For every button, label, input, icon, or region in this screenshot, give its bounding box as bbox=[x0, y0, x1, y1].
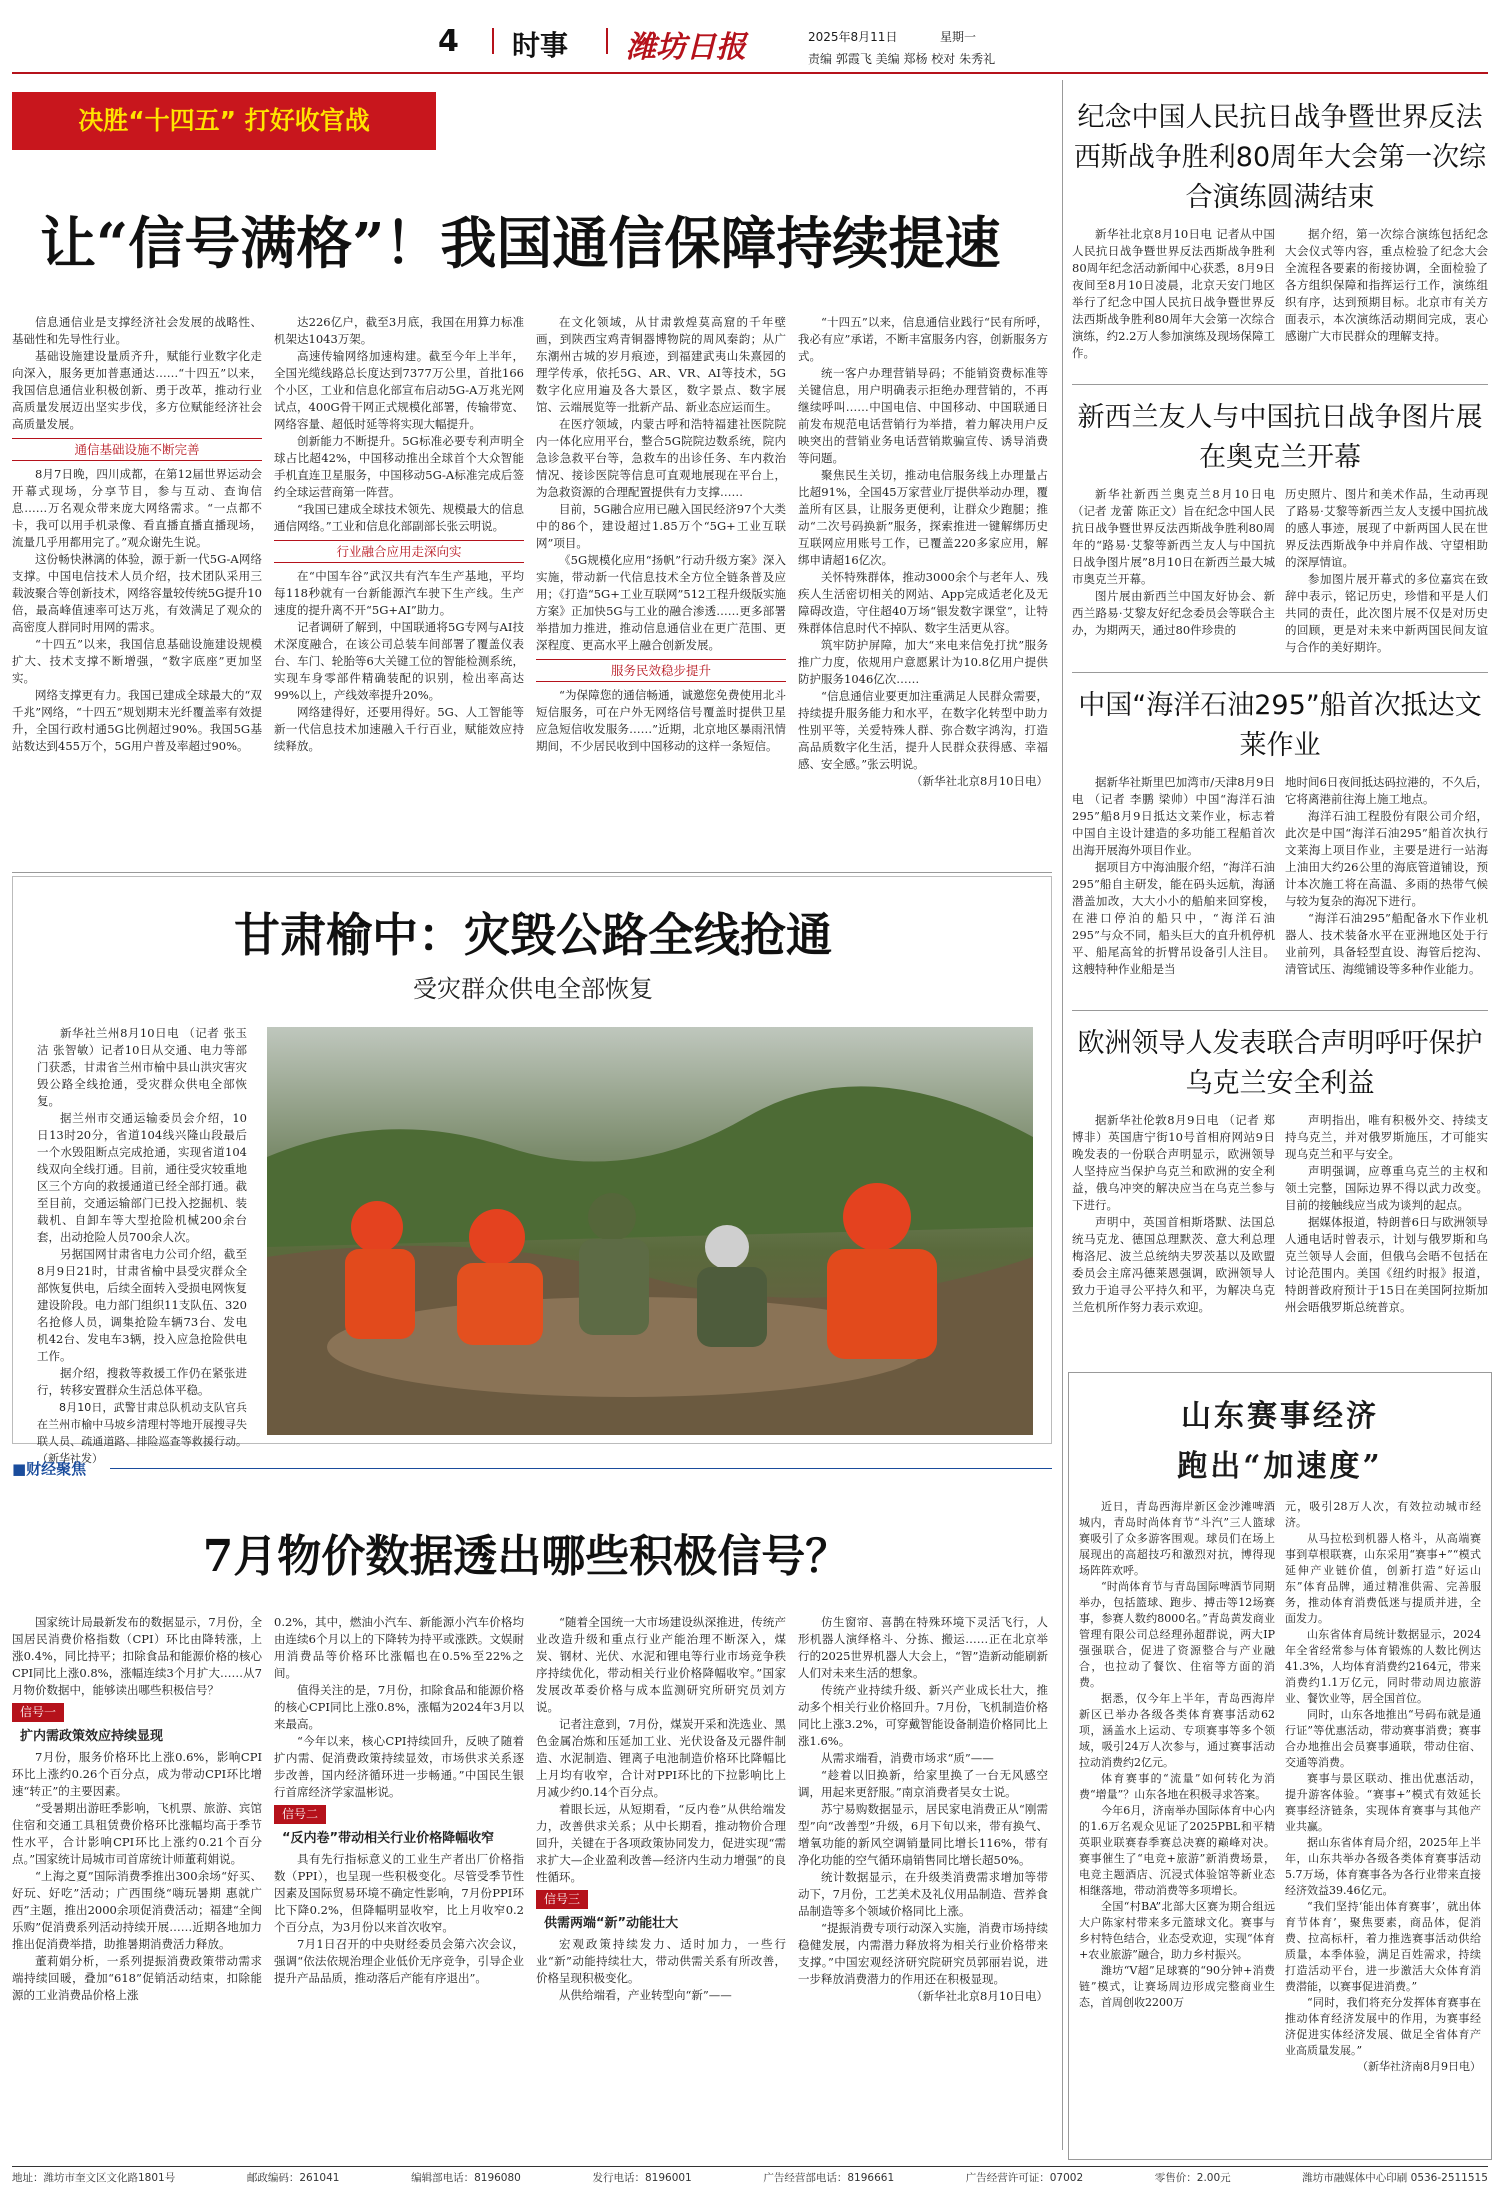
lead-c2-p3: 创新能力不断提升。5G标准必要专利声明全球占比超42%，中国移动推出全球首个大众智能手机直连卫星服务，中国移动5G-A标准完成后签约全球运营商第一阵营。 bbox=[274, 434, 524, 499]
anniv-p2: 据介绍，第一次综合演练包括纪念大会仪式等内容，重点检验了纪念大会全流程各要素的衔接协调，全面检验了各方组织保障和指挥运行工作，演练组织有序，达到预期目标。北京市有关方面表示，本次演练活动期间完成，衷心感谢广大市民群众的理解支持。 bbox=[1285, 227, 1488, 343]
sports-p15: “同时，我们将充分发挥体育赛事在推动体育经济发展中的作用，为赛事经济促进实体经济发展、做足全省体育产业高质量发展。” bbox=[1285, 1996, 1481, 2057]
oil-p2: 据项目方中海油服介绍，“海洋石油295”船自主研发，能在码头远航，海涵潜盖加改，大大小小的船舶来回穿梭，在港口停泊的船只中，“海洋石油295”与众不同，船头巨大的直升机停机平、船尾高耸的折臂吊设备引人注目。这艘特种作业船是当 bbox=[1072, 860, 1275, 976]
europe-p3: 声明指出，唯有积极外交、持续支持乌克兰，并对俄罗斯施压，才可能实现乌克兰和平与安全。 bbox=[1285, 1113, 1488, 1161]
lead-c1-p1: 信息通信业是支撑经济社会发展的战略性、基础性和先导性行业。 bbox=[12, 315, 262, 346]
sports-p1: 近日，青岛西海岸新区金沙滩啤酒城内，青岛时尚体育节“斗汽”三人篮球赛吸引了众多游客围观。球员们在场上展现出的高超技巧和激烈对抗，博得现场阵阵欢呼。 bbox=[1079, 1500, 1275, 1577]
lead-subhead-3: 服务民效稳步提升 bbox=[536, 659, 786, 682]
finance-label: ■财经聚焦 bbox=[12, 1460, 87, 1478]
oil-headline: 中国“海洋石油295”船首次抵达文莱作业 bbox=[1078, 690, 1482, 761]
sports-p2: “时尚体育节与青岛国际啤酒节同期举办，包括篮球、跑步、搏击等12场赛事，参赛人数约8000名。”青岛黄发商业管理有限公司总经理孙超群说，两大IP强强联合，促进了资源整合与产业融合，也拉动了餐饮、住宿等方面的消费。 bbox=[1079, 1580, 1275, 1689]
rescue-photo-art bbox=[267, 1027, 1033, 1435]
lead-subhead-1: 通信基础设施不断完善 bbox=[12, 438, 262, 461]
sports-p5: 今年6月，济南举办国际体育中心内的1.6万名观众见证了2025PBL和平精英职业联赛春季赛总决赛的巅峰对决。赛事催生了“电竞+旅游”新消费场景，电竞主题酒店、沉浸式体验馆等新业态相继落地，带动消费等多项增长。 bbox=[1079, 1804, 1275, 1897]
disaster-byline: 新华社兰州8月10日电 （记者 张玉洁 张智敏）记者10日从交通、电力等部门获悉，甘肃省兰州市榆中县山洪灾害灾毁公路全线抢通，受灾群众供电全部恢复。 bbox=[37, 1026, 247, 1108]
lead-col-4 bbox=[798, 314, 1048, 790]
fin-c4-p1: 仿生窗帘、喜鹊在特殊环境下灵活飞行，人形机器人演绎格斗、分拣、搬运……正在北京举行的2025世界机器人大会上，“智”造新动能刷新人们对未来生活的想象。 bbox=[798, 1615, 1048, 1680]
lead-c4-p6: “信息通信业要更加注重满足人民群众需要，持续提升服务能力和水平，在数字化转型中助力性别平等，关爱特殊人群、弥合数字鸿沟，打造高品质数字化生活，提升人民群众获得感、幸福感、安全感。”张云明说。 bbox=[798, 689, 1048, 771]
oil-p3: 地时间6日夜间抵达码拉港的，不久后，它将离港前往海上施工地点。 bbox=[1285, 775, 1488, 806]
helmet-2 bbox=[469, 1209, 525, 1265]
nz-headline: 新西兰友人与中国抗日战争图片展在奥克兰开幕 bbox=[1077, 402, 1483, 473]
masthead-sep2 bbox=[606, 28, 608, 54]
lead-col-2 bbox=[274, 314, 524, 755]
europe-p1: 据新华社伦敦8月9日电 （记者 郑博非）英国唐宁街10号首相府网站9日晚发表的一份联合声明显示，欧洲领导人坚持应当保护乌克兰和欧洲的安全利益，俄乌冲突的解决应当在乌克兰参与下进行。 bbox=[1072, 1113, 1275, 1212]
fin-c3-p2: 记者注意到，7月份，煤炭开采和洗选业、黑色金属冶炼和压延加工业、光伏设备及元器件制造、水泥制造、锂离子电池制造价格环比降幅比上月均有收窄，合计对PPI环比的下拉影响比上月减少约0.14个百分点。 bbox=[536, 1717, 786, 1799]
finance-headline: 7月物价数据透出哪些积极信号？ bbox=[202, 1531, 850, 1582]
fin-c4-p3: 从需求端看，消费市场求“质”—— bbox=[821, 1751, 994, 1765]
lead-c4-p2: 统一客户办理营销导码；不能销资费标准等关键信息，用户明确表示拒绝办理营销的，不再继续呼叫……中国电信、中国移动、中国联通日前发布规范电话营销行为举措，着力解决用户反映突出的营销业务电话营销欺骗宣传、诱导消费等问题。 bbox=[798, 366, 1048, 465]
lead-c3-p4: 《5G规模化应用“扬帆”行动升级方案》深入实施，带动新一代信息技术全方位全链条普及应用；《打造“5G+工业互联网”512工程升级版实施方案》正加快5G与工业的融合渗透……更多部署举措加力推进，推动信息通信业在更广范围、更深程度、更高水平上融合创新发展。 bbox=[536, 553, 786, 652]
sports-p10: 山东省体育局统计数据显示，2024年全省经常参与体育锻炼的人数比例达41.3%，人均体育消费约2164元，带来消费约1.1万亿元，同时带动周边旅游业、餐饮业等，居全国首位。 bbox=[1285, 1628, 1481, 1705]
oil-p5: “海洋石油295”船配备水下作业机器人、技术装备水平在亚洲地区处于行业前列，具备轻型直设、海管后挖沟、清管试压、海缆铺设等多种作业能力。 bbox=[1285, 911, 1488, 976]
weekday: 星期一 bbox=[940, 30, 977, 44]
signal-tag-1: 信号一 bbox=[12, 1703, 64, 1722]
footer-dist: 发行电话：8196001 bbox=[592, 2172, 692, 2184]
rt-rule-3 bbox=[1072, 1010, 1488, 1011]
fin-c4-p7: “提振消费专项行动深入实施，消费市场持续稳健发展，内需潜力释放将为相关行业价格带来支撑。”中国宏观经济研究院研究员郭丽岩说，进一步释放消费潜力的作用还在积极显现。 bbox=[798, 1921, 1048, 1986]
lead-c2-p4: “我国已建成全球技术领先、规模最大的信息通信网络。”工业和信息化部副部长张云明说。 bbox=[274, 502, 524, 533]
footer-print: 潍坊市融媒体中心印刷 0536-2511515 bbox=[1302, 2172, 1488, 2184]
lead-c3-p3: 目前，5G融合应用已融入国民经济97个大类中的86个，建设超过1.85万个“5G+工业互联网”项目。 bbox=[536, 502, 786, 550]
signal-sub-1: 扩内需政策效应持续显现 bbox=[20, 1729, 164, 1744]
sports-box bbox=[1068, 1372, 1492, 2160]
lead-col-1 bbox=[12, 314, 262, 755]
footer-rule bbox=[12, 2166, 1488, 2167]
rescue-photo bbox=[267, 1027, 1033, 1435]
lead-c2-p6: 记者调研了解到，中国联通将5G专网与AI技术深度融合，在该公司总装车间部署了覆盖仪表台、车门、轮胎等6大关键工位的智能检测系统，实现车身零部件精确装配的识别，检出率高达99%以上，产线效率提升20%。 bbox=[274, 620, 524, 702]
sports-p14: “我们坚持‘能出体育赛事’，就出体育节体育’，聚焦要素，商品体，促消费、拉高标杆，着力推选赛事活动供给质量，本季体验，满足百姓需求，持续打造活动平台，进一步激活大众体育消费潜能，以赛事促进消费。” bbox=[1285, 1900, 1481, 1993]
anniv-headline: 纪念中国人民抗日战争暨世界反法西斯战争胜利80周年大会第一次综合演练圆满结束 bbox=[1073, 102, 1487, 213]
sports-p11: 同时，山东各地推出“号码布就是通行证”等优惠活动，带动赛事消费；赛事合办地推出会员赛事通联，带动住宿、交通等消费。 bbox=[1285, 1708, 1481, 1769]
sports-headline-2: 跑出“加速度” bbox=[1177, 1449, 1383, 1484]
lead-c1-p4: 这份畅快淋漓的体验，源于新一代5G-A网络支撑。中国电信技术人员介绍，技术团队采用三载波聚合等创新技术，网络容量较传统5G提升10倍，最高峰值速率可达万兆，有效满足了观众的高密度人群同时用网的需求。 bbox=[12, 552, 262, 634]
lead-c4-p1: “十四五”以来，信息通信业践行“民有所呼，我必有应”承诺，不断丰富服务内容，创新服务方式。 bbox=[798, 315, 1048, 363]
fin-c1-p2: 7月份，服务价格环比上涨0.6%，影响CPI环比上涨约0.26个百分点，成为带动CPI环比增速“转正”的主要因素。 bbox=[12, 1750, 262, 1798]
fin-sign: （新华社北京8月10日电） bbox=[911, 1989, 1048, 2003]
disaster-headline: 甘肃榆中：灾毁公路全线抢通 bbox=[234, 908, 832, 962]
masthead-sep bbox=[492, 28, 494, 54]
lead-c3-p2: 在医疗领域，内蒙古呼和浩特福建社医院院内一体化应用平台，整合5G院院边数系统，院内急诊急救平台等，急救车的出诊任务、车内救治情况、接诊医院等信息可直观地展现在平台上，为急救资源的合理配置提供有力支撑…… bbox=[536, 417, 786, 499]
lead-c1-p5: “十四五”以来，我国信息基础设施建设规模扩大、技术支撑不断增强，“数字底座”更加坚实。 bbox=[12, 637, 262, 685]
finance-col-4 bbox=[798, 1614, 1048, 2005]
sports-headline-1: 山东赛事经济 bbox=[1181, 1399, 1379, 1434]
disaster-box bbox=[12, 876, 1052, 1465]
rescuer-2 bbox=[457, 1263, 543, 1345]
lead-c3-p5: “为保障您的通信畅通，诚邀您免费使用北斗短信服务，可在户外无网络信号覆盖时提供卫星应急短信收发服务……”近期，北京地区暴雨汛情期间，不少居民收到中国移动的这样一条短信。 bbox=[536, 688, 786, 753]
issue-date: 2025年8月11日 bbox=[808, 30, 898, 44]
rescuer-4 bbox=[827, 1249, 937, 1359]
europe-headline: 欧洲领导人发表联合声明呼吁保护乌克兰安全利益 bbox=[1077, 1028, 1483, 1099]
lead-col-3 bbox=[536, 314, 786, 755]
sports-p6: 全国“村BA”北部大区赛为期合组远大户陈家村带来多元篮球文化。赛事与乡村特色结合，业态受欢迎，实现“体育+农业旅游”融合，助力乡村振兴。 bbox=[1079, 1900, 1275, 1961]
right-column-divider bbox=[1062, 80, 1063, 2150]
lead-c1-p3: 8月7日晚，四川成都，在第12届世界运动会开幕式现场，分享节目，参与互动、查询信息……万名观众带来庞大网络需求。“一点都不卡，我可以用手机录像、看直播直播直播现场，流量几乎用都用完了。”观众谢先生说。 bbox=[12, 467, 262, 549]
lead-c4-p4: 关怀特殊群体，推动3000余个与老年人、残疾人生活密切相关的网站、App完成适老化及无障碍改造，守住超40万场“银发数字课堂”，让特殊群体信息时代不掉队、数字生活更从容。 bbox=[798, 570, 1048, 635]
disaster-p2: 另据国网甘肃省电力公司介绍，截至8月9日21时，甘肃省榆中县受灾群众全部恢复供电，后续全面转入受损电网恢复建设阶段。电力部门组织11支队伍、320名抢修人员，调集抢险车辆73台、发电机42台、发电车3辆，投入应急抢险供电工作。 bbox=[37, 1247, 247, 1363]
finance-col-1 bbox=[12, 1614, 262, 2004]
europe-p5: 据媒体报道，特朗普6日与欧洲领导人通电话时曾表示，计划与俄罗斯和乌克兰领导人会面，但俄乌会晤不包括在讨论范围内。美国《纽约时报》报道，特朗普政府预计于15日在美国阿拉斯加州会晤俄罗斯总统普京。 bbox=[1285, 1215, 1488, 1314]
banner bbox=[12, 92, 436, 150]
signal-tag-3: 信号三 bbox=[536, 1890, 588, 1909]
nz-p2: 图片展由新西兰中国友好协会、新西兰路易·艾黎友好纪念委员会等联合主办，为期两天，通过80件珍贵的 bbox=[1072, 589, 1275, 637]
helmet-4 bbox=[843, 1183, 911, 1251]
footer bbox=[12, 2170, 1488, 2188]
lead-c2-p1: 达226亿户，截至3月底，我国在用算力标准机架达1043万架。 bbox=[274, 315, 524, 346]
fin-c4-p2: 传统产业持续升级、新兴产业成长壮大，推动多个相关行业价格回升。7月份，飞机制造价格同比上涨3.2%，可穿戴智能设备制造价格同比上涨1.6%。 bbox=[798, 1683, 1048, 1748]
sports-p3: 据悉，仅今年上半年，青岛西海岸新区已举办各级各类体育赛事活动62项，涵盖水上运动、专项赛事等多个领域，吸引24万人次参与，通过赛事活动拉动消费约2亿元。 bbox=[1079, 1692, 1275, 1769]
nz-p4: 参加图片展开幕式的多位嘉宾在致辞中表示，铭记历史，珍惜和平是人们共同的责任，此次图片展不仅是对历史的回顾，更是对未来中新两国民间友谊与合作的美好期许。 bbox=[1285, 572, 1488, 654]
fin-c3-p4: 宏观政策持续发力、适时加力，一些行业“新”动能持续壮大，带动供需关系有所改善，价格呈现积极变化。 bbox=[536, 1937, 786, 1985]
disaster-p1: 据兰州市交通运输委员会介绍，10日13时20分，省道104线兴隆山段最后一个水毁阻断点完成抢通，实现省道104线双向全线打通。目前，通往受灾较重地区三个方向的救援通道已经全部打通。截至目前，交通运输部门已投入挖掘机、装载机、自卸车等大型抢险机械200余台套，出动抢险人员700余人次。 bbox=[37, 1111, 247, 1244]
soldier bbox=[579, 1239, 649, 1335]
lead-c1-p2: 基础设施建设量质齐升，赋能行业数字化走向深入，服务更加普惠通达……“十四五”以来，我国信息通信业积极创新、勇于改革，推动行业高质量发展迈出坚实步伐，多方位赋能经济社会高质量发展。 bbox=[12, 349, 262, 431]
fin-c3-p1: “随着全国统一大市场建设纵深推进，传统产业改造升级和重点行业产能治理不断深入，煤炭、钢材、光伏、水泥和锂电等行业市场竞争秩序持续优化，带动相关行业价格降幅收窄。”国家发展改革委价格与成本监测研究所研究员刘方说。 bbox=[536, 1615, 786, 1714]
nz-article bbox=[1072, 398, 1488, 656]
fin-c1-p4: “上海之夏”国际消费季推出300余场“好买、好玩、好吃”活动；广西围绕“嗨玩暑期 惠就广西”主题，推出2000余项促消费活动；福建“全闽乐购”促消费系列活动持续开展……近期各地加力推出促消费举措，助推暑期消费活力释放。 bbox=[12, 1869, 262, 1951]
rt-rule-1 bbox=[1072, 384, 1488, 385]
footer-price: 零售价：2.00元 bbox=[1154, 2172, 1231, 2184]
nz-p1: 新华社新西兰奥克兰8月10日电 （记者 龙蕾 陈正文）旨在纪念中国人民抗日战争暨世界反法西斯战争胜利80周年的“路易·艾黎等新西兰友人与中国抗日战争图片展”8月10日在新西兰最大城市奥克兰开幕。 bbox=[1072, 487, 1275, 586]
rt-rule-2 bbox=[1072, 672, 1488, 673]
finance-col-2 bbox=[274, 1614, 524, 1987]
fin-c3-p3: 着眼长远，从短期看，“反内卷”从供给端发力，改善供求关系；从中长期看，推动物价合理回升，关键在于各项政策协同发力，促进实现“需求扩大—企业盈利改善—经济内生动力增强”的良性循环。 bbox=[536, 1802, 786, 1884]
section-name: 时事 bbox=[512, 29, 569, 62]
europe-article bbox=[1072, 1024, 1488, 1316]
rescuer-3 bbox=[697, 1267, 767, 1347]
footer-ad: 广告经营部电话：8196661 bbox=[763, 2172, 895, 2184]
helmet-1 bbox=[351, 1201, 403, 1253]
fin-c4-p5: 苏宁易购数据显示，居民家电消费正从“刚需型”向“改善型”升级，6月下旬以来，带有换气、增氧功能的新风空调销量同比增长116%，带有净化功能的空气循环扇销售同比增长超50%。 bbox=[798, 1802, 1048, 1867]
fin-c4-p4: “趁着以旧换新，给家里换了一台无风感空调，用起来更舒服。”南京消费者吴女士说。 bbox=[798, 1768, 1048, 1799]
signal-tag-2: 信号二 bbox=[274, 1805, 326, 1824]
anniv-article bbox=[1072, 98, 1488, 362]
fin-c1-p5: 董莉娟分析，一系列提振消费政策带动需求端持续回暖，叠加“618”促销活动结束，扣除能源的工业消费品价格上涨 bbox=[12, 1954, 262, 2002]
fin-c2-p1: 0.2%，其中，燃油小汽车、新能源小汽车价格均由连续6个月以上的下降转为持平或涨跌。文娱耐用消费品等价格环比涨幅也在0.5%至22%之间。 bbox=[274, 1615, 524, 1680]
lead-headline: 让“信号满格”！我国通信保障持续提速 bbox=[40, 211, 1001, 277]
fin-c2-p5: 7月1日召开的中央财经委员会第六次会议，强调“依法依规治理企业低价无序竞争，引导企业提升产品品质，推动落后产能有序退出”。 bbox=[274, 1937, 524, 1985]
signal-sub-3: 供需两端“新”动能壮大 bbox=[544, 1916, 679, 1931]
sports-sign: （新华社济南8月9日电） bbox=[1357, 2060, 1481, 2073]
sports-p9: 从马拉松到机器人格斗，从高端赛事到草根联赛，山东采用“赛事+”“模式延伸产业链价值，创新打造“好运山东”体育品牌，通过精准供需、完善服务，推动体育消费低迷与提质并进，全面发力。 bbox=[1285, 1532, 1481, 1625]
banner-text: 决胜“十四五” 打好收官战 bbox=[78, 106, 370, 135]
lead-sign: （新华社北京8月10日电） bbox=[911, 774, 1048, 788]
rescuer-1 bbox=[345, 1249, 415, 1339]
footer-office: 编辑部电话：8196080 bbox=[411, 2172, 521, 2184]
lead-c3-p1: 在文化领域，从甘肃敦煌莫高窟的千年壁画，到陕西宝鸡青铜器博物院的周风秦韵；从广东潮州古城的岁月痕迹，到福建武夷山朱熹园的理学传承，依托5G、AR、VR、AI等技术，5G数字化应用遍及各大景区，数字景点、数字展馆、云端展览等一批新产品、新业态应运而生。 bbox=[536, 315, 786, 414]
footer-address: 地址：潍坊市奎文区文化路1801号 bbox=[12, 2172, 176, 2184]
helmet-3 bbox=[705, 1225, 749, 1269]
disaster-p3: 据介绍，搜救等救援工作仍在紧张进行，转移安置群众生活总体平稳。 bbox=[37, 1366, 247, 1397]
fin-c2-p4: 具有先行指标意义的工业生产者出厂价格指数（PPI），也呈现一些积极变化。尽管受季节性因素及国际贸易环境不确定性影响，7月份PPI环比下降0.2%，但降幅明显收窄，比上月收窄0.2个百分点，为3月份以来首次收窄。 bbox=[274, 1852, 524, 1934]
lead-c1-p6: 网络支撑更有力。我国已建成全球最大的“双千兆”网络，“十四五”规划期末光纤覆盖率有效提升，全国行政村通5G比例超过90%。我国5G基站数达到455万个，5G用户普及率超过90%。 bbox=[12, 688, 262, 753]
sports-p12: 赛事与景区联动、推出优惠活动，提升游客体验。“赛事+”模式有效延长赛事经济链条，实现体育赛事与其他产业共赢。 bbox=[1285, 1772, 1481, 1833]
oil-p4: 海洋石油工程股份有限公司介绍，此次是中国“海洋石油295”船首次执行文莱海上项目作业，主要是进行一站海上油田大约26公里的海底管道铺设，预计本次施工将在高温、多雨的热带气候与较为复杂的海况下进行。 bbox=[1285, 809, 1488, 908]
disaster-subtitle: 受灾群众供电全部恢复 bbox=[413, 975, 653, 1003]
sports-p7: 潍坊“V超”足球赛的“90分钟+消费链”模式，让赛场周边形成完整商业生态，首周创收2200万 bbox=[1079, 1964, 1275, 2009]
footer-adlic: 广告经营许可证：07002 bbox=[965, 2172, 1084, 2184]
masthead bbox=[0, 0, 1500, 74]
lead-divider bbox=[12, 872, 1052, 873]
fin-c4-p6: 统计数据显示，在升级类消费需求增加等带动下，7月份，工艺美术及礼仪用品制造、营养食品制造等多个领域价格同比上涨。 bbox=[798, 1870, 1048, 1918]
page-number: 4 bbox=[438, 24, 459, 59]
signal-sub-2: “反内卷”带动相关行业价格降幅收窄 bbox=[282, 1831, 495, 1846]
lead-subhead-2: 行业融合应用走深向实 bbox=[274, 540, 524, 563]
lead-c4-p5: 筑牢防护屏障，加大“来电来信免打扰”服务推广力度，依规用户意愿累计为10.8亿用户提供防护服务1046亿次…… bbox=[798, 638, 1048, 686]
finance-rule bbox=[110, 1468, 1052, 1469]
finance-col-3 bbox=[536, 1614, 786, 2004]
fin-c1-p1: 国家统计局最新发布的数据显示，7月份，全国居民消费价格指数（CPI）环比由降转涨，上涨0.4%，同比持平；扣除食品和能源价格的核心CPI同比上涨0.8%，涨幅连续3个月扩大……从7月物价数据中，能够读出哪些积极信号？ bbox=[12, 1615, 262, 1697]
lead-c2-p2: 高速传输网络加速构建。截至今年上半年，全国光缆线路总长度达到7377万公里，首批166个小区，工业和信息化部宣布启动5G-A万兆光网试点，400G骨干网正式规模化部署，传输带宽、网络容量、超低时延等将实现大幅提升。 bbox=[274, 349, 524, 431]
fin-c2-p2: 值得关注的是，7月份，扣除食品和能源价格的核心CPI同比上涨0.8%，涨幅为2024年3月以来最高。 bbox=[274, 1683, 524, 1731]
fin-c1-p3: “受暑期出游旺季影响，飞机票、旅游、宾馆住宿和交通工具租赁费价格环比涨幅均高于季节性水平，合计影响CPI环比上涨约0.21个百分点。”国家统计局城市司首席统计师董莉娟说。 bbox=[12, 1801, 262, 1866]
fin-c3-p5: 从供给端看，产业转型向“新”—— bbox=[559, 1988, 732, 2002]
soldier-helmet bbox=[588, 1193, 636, 1241]
caption-sign: （新华社发） bbox=[37, 1452, 103, 1465]
europe-p4: 声明强调，应尊重乌克兰的主权和领土完整，国际边界不得以武力改变。目前的接触线应当成为谈判的起点。 bbox=[1285, 1164, 1488, 1212]
lead-c4-p3: 聚焦民生关切，推动电信服务线上办理量占比超91%，全国45万家营业厅提供举动办理，覆盖所有区县，让服务更便利，让群众少跑腿；推动“二次号码换新”服务，探索推进一键解绑历史互联网应用账号工作，已覆盖220多家应用，解绑申请超16亿次。 bbox=[798, 468, 1048, 567]
caption-text: 8月10日，武警甘肃总队机动支队官兵在兰州市榆中马坡乡清理村等地开展搜寻失联人员、疏通道路、排险巡查等救援行动。 bbox=[37, 1401, 247, 1448]
fin-c2-p3: “今年以来，核心CPI持续回升，反映了随着扩内需、促消费政策持续显效，市场供求关系逐步改善，国内经济循环进一步畅通。”中国民生银行首席经济学家温彬说。 bbox=[274, 1734, 524, 1799]
footer-post: 邮政编码：261041 bbox=[246, 2172, 340, 2184]
anniv-p1: 新华社北京8月10日电 记者从中国人民抗日战争暨世界反法西斯战争胜利80周年纪念活动新闻中心获悉，8月9日夜间至8月10日凌晨，北京天安门地区举行了纪念中国人民抗日战争暨世界反法西斯战争胜利80周年大会第一次综合演练，约2.2万人参加演练及现场保障工作。 bbox=[1072, 227, 1275, 360]
sports-p13: 据山东省体育局介绍，2025年上半年，山东共举办各级各类体育赛事活动5.7万场，体育赛事各为各行业带来直接经济效益39.46亿元。 bbox=[1285, 1836, 1481, 1897]
nz-p3: 历史照片、图片和美术作品，生动再现了路易·艾黎等新西兰友人支援中国抗战的感人事迹，展现了中新两国人民在世界反法西斯战争中并肩作战、守望相助的深厚情谊。 bbox=[1285, 487, 1488, 569]
disaster-text bbox=[37, 1025, 247, 1465]
sports-p8: 元，吸引28万人次，有效拉动城市经济。 bbox=[1285, 1500, 1481, 1529]
oil-article bbox=[1072, 686, 1488, 978]
lead-c2-p5: 在“中国车谷”武汉共有汽车生产基地，平均每118秒就有一台新能源汽车驶下生产线。生产速度的提升离不开“5G+AI”助力。 bbox=[274, 569, 524, 617]
sports-p4: 体育赛事的“流量”如何转化为消费“增量”？山东各地在积极寻求答案。 bbox=[1079, 1772, 1275, 1801]
europe-p2: 声明中，英国首相斯塔默、法国总统马克龙、德国总理默茨、意大利总理梅洛尼、波兰总统纳夫罗茨基以及欧盟委员会主席冯德莱恩强调，欧洲领导人致力于追寻公平持久和平，为解决乌克兰危机所作努力表示欢迎。 bbox=[1072, 1215, 1275, 1314]
editors: 责编 郭霞飞 美编 郑杨 校对 朱秀礼 bbox=[808, 52, 996, 66]
lead-c2-p7: 网络建得好，还要用得好。5G、人工智能等新一代信息技术加速融入千行百业，赋能效应持续释放。 bbox=[274, 705, 524, 753]
paper-logo: 潍坊日报 bbox=[626, 30, 746, 65]
disaster-caption bbox=[37, 1399, 247, 1467]
masthead-rule bbox=[12, 72, 1488, 74]
oil-p1: 据新华社斯里巴加湾市/天津8月9日电 （记者 李鹏 梁帅）中国“海洋石油295”船8月9日抵达文莱作业，标志着中国自主设计建造的多功能工程船首次出海开展海外项目作业。 bbox=[1072, 775, 1275, 857]
